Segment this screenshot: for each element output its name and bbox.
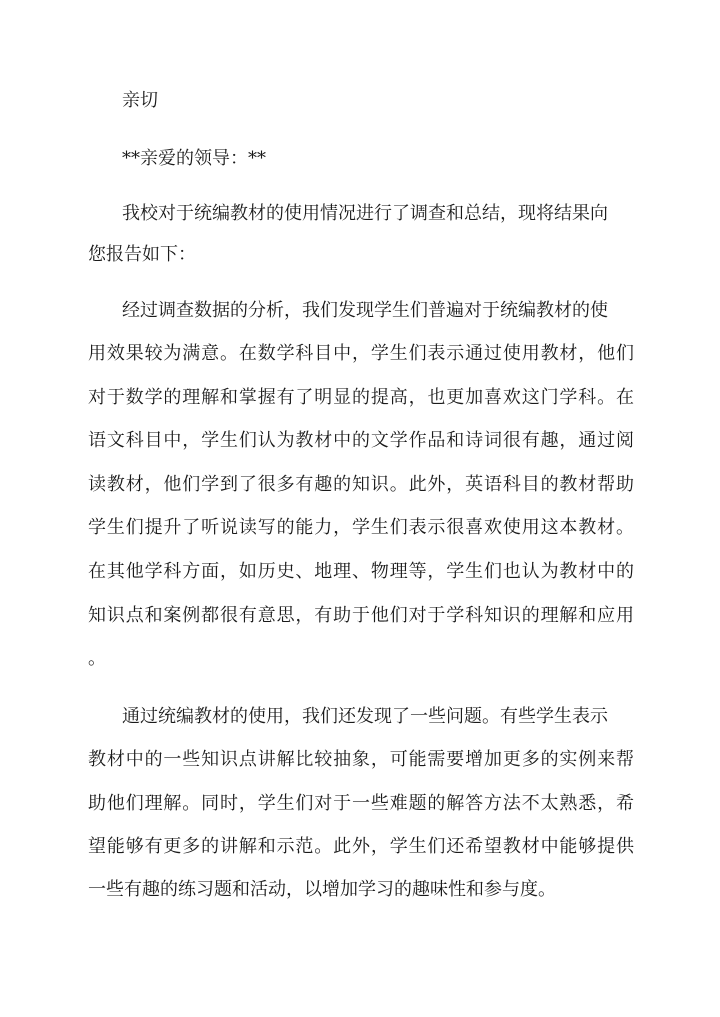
paragraph-line: 一些有趣的练习题和活动，以增加学习的趣味性和参与度。 — [88, 879, 556, 900]
salutation: **亲爱的领导：** — [122, 148, 266, 169]
paragraph-line: 助他们理解。同时，学生们对于一些难题的解答方法不太熟悉，希 — [88, 793, 634, 814]
paragraph-line: 您报告如下： — [88, 244, 196, 265]
paragraph-line: 在其他学科方面，如历史、地理、物理等，学生们也认为教材中的 — [88, 561, 634, 582]
paragraph-line: 对于数学的理解和掌握有了明显的提高，也更加喜欢这门学科。在 — [88, 387, 634, 408]
paragraph-line: 通过统编教材的使用，我们还发现了一些问题。有些学生表示 — [122, 706, 608, 727]
document-heading: 亲切 — [122, 90, 158, 111]
paragraph-line: 读教材，他们学到了很多有趣的知识。此外，英语科目的教材帮助 — [88, 474, 634, 495]
paragraph-line: 我校对于统编教材的使用情况进行了调查和总结，现将结果向 — [122, 203, 608, 224]
paragraph-line: 学生们提升了听说读写的能力，学生们表示很喜欢使用这本教材。 — [88, 517, 634, 538]
paragraph-line: 语文科目中，学生们认为教材中的文学作品和诗词很有趣，通过阅 — [88, 430, 634, 451]
paragraph-line: 经过调查数据的分析，我们发现学生们普遍对于统编教材的使 — [122, 300, 608, 321]
paragraph-line: 。 — [88, 648, 106, 669]
paragraph-line: 望能够有更多的讲解和示范。此外，学生们还希望教材中能够提供 — [88, 836, 634, 857]
paragraph-line: 教材中的一些知识点讲解比较抽象，可能需要增加更多的实例来帮 — [88, 749, 634, 770]
paragraph-line: 用效果较为满意。在数学科目中，学生们表示通过使用教材，他们 — [88, 343, 634, 364]
paragraph-line: 知识点和案例都很有意思，有助于他们对于学科知识的理解和应用 — [88, 605, 634, 626]
